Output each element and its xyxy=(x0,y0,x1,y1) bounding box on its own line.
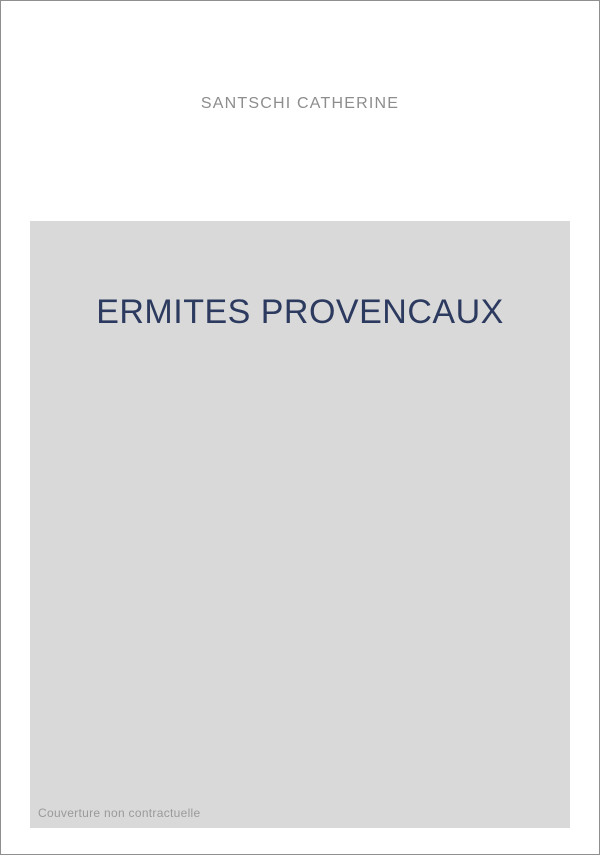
cover-placeholder-box xyxy=(30,221,570,828)
book-title: ERMITES PROVENCAUX xyxy=(96,293,504,331)
cover-disclaimer: Couverture non contractuelle xyxy=(38,806,201,820)
author-name: SANTSCHI CATHERINE xyxy=(200,95,400,112)
